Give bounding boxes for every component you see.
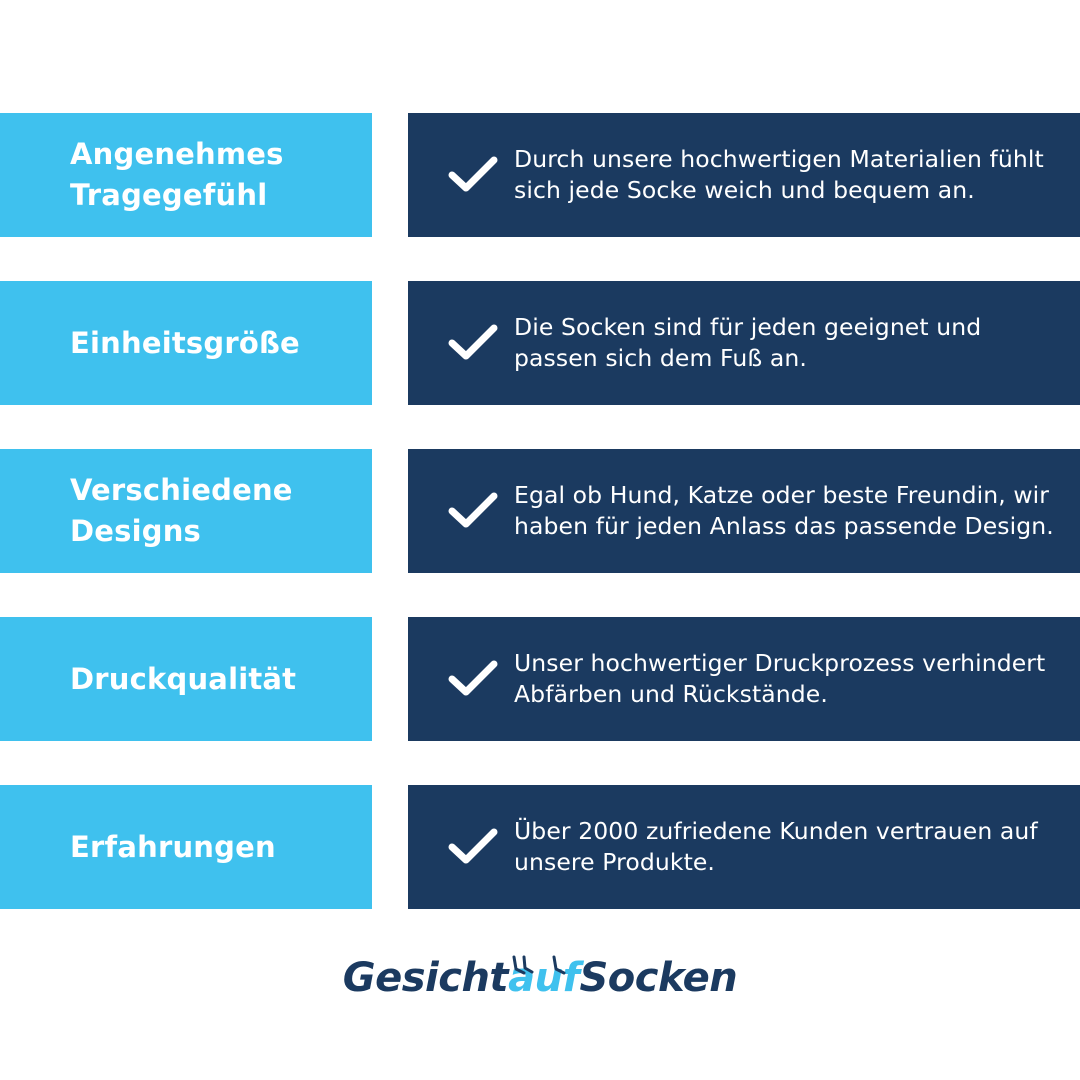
feature-description: Egal ob Hund, Katze oder beste Freundin, wir haben für jeden Anlass das passende Design. — [514, 480, 1054, 540]
feature-label-block — [0, 281, 372, 405]
feature-label-block — [0, 617, 372, 741]
brand-logo — [0, 955, 1080, 1045]
feature-description-block — [408, 113, 1080, 237]
feature-rows — [0, 113, 1080, 953]
brand-part-three: Socken — [579, 955, 738, 1001]
feature-description: Durch unsere hochwertigen Materialien fühlt sich jede Socke weich und bequem an. — [514, 144, 1044, 204]
feature-label-block — [0, 785, 372, 909]
check-icon — [442, 827, 504, 867]
feature-label-block — [0, 113, 372, 237]
feature-label: Verschiedene Designs — [70, 473, 293, 548]
feature-description-block — [408, 617, 1080, 741]
check-icon — [442, 659, 504, 699]
feature-row — [0, 449, 1080, 573]
brand-wordmark — [343, 955, 737, 1001]
feature-description: Unser hochwertiger Druckprozess verhindert Abfärben und Rückstände. — [514, 648, 1046, 708]
check-icon — [442, 491, 504, 531]
feature-row — [0, 281, 1080, 405]
feature-label-block — [0, 449, 372, 573]
check-icon — [442, 323, 504, 363]
feature-description-block — [408, 449, 1080, 573]
feature-label: Einheitsgröße — [70, 325, 300, 360]
socks-legs-icon — [480, 941, 600, 963]
feature-label: Erfahrungen — [70, 829, 276, 864]
brand-part-two: auf — [508, 955, 580, 1001]
feature-description: Die Socken sind für jeden geeignet und passen sich dem Fuß an. — [514, 312, 982, 372]
feature-row — [0, 785, 1080, 909]
feature-row — [0, 113, 1080, 237]
feature-description-block — [408, 785, 1080, 909]
check-icon — [442, 155, 504, 195]
feature-row — [0, 617, 1080, 741]
feature-label: Angenehmes Tragegefühl — [70, 137, 284, 212]
feature-description-block — [408, 281, 1080, 405]
feature-description: Über 2000 zufriedene Kunden vertrauen auf unsere Produkte. — [514, 816, 1038, 876]
feature-label: Druckqualität — [70, 661, 297, 696]
brand-part-one: Gesicht — [342, 955, 509, 1001]
